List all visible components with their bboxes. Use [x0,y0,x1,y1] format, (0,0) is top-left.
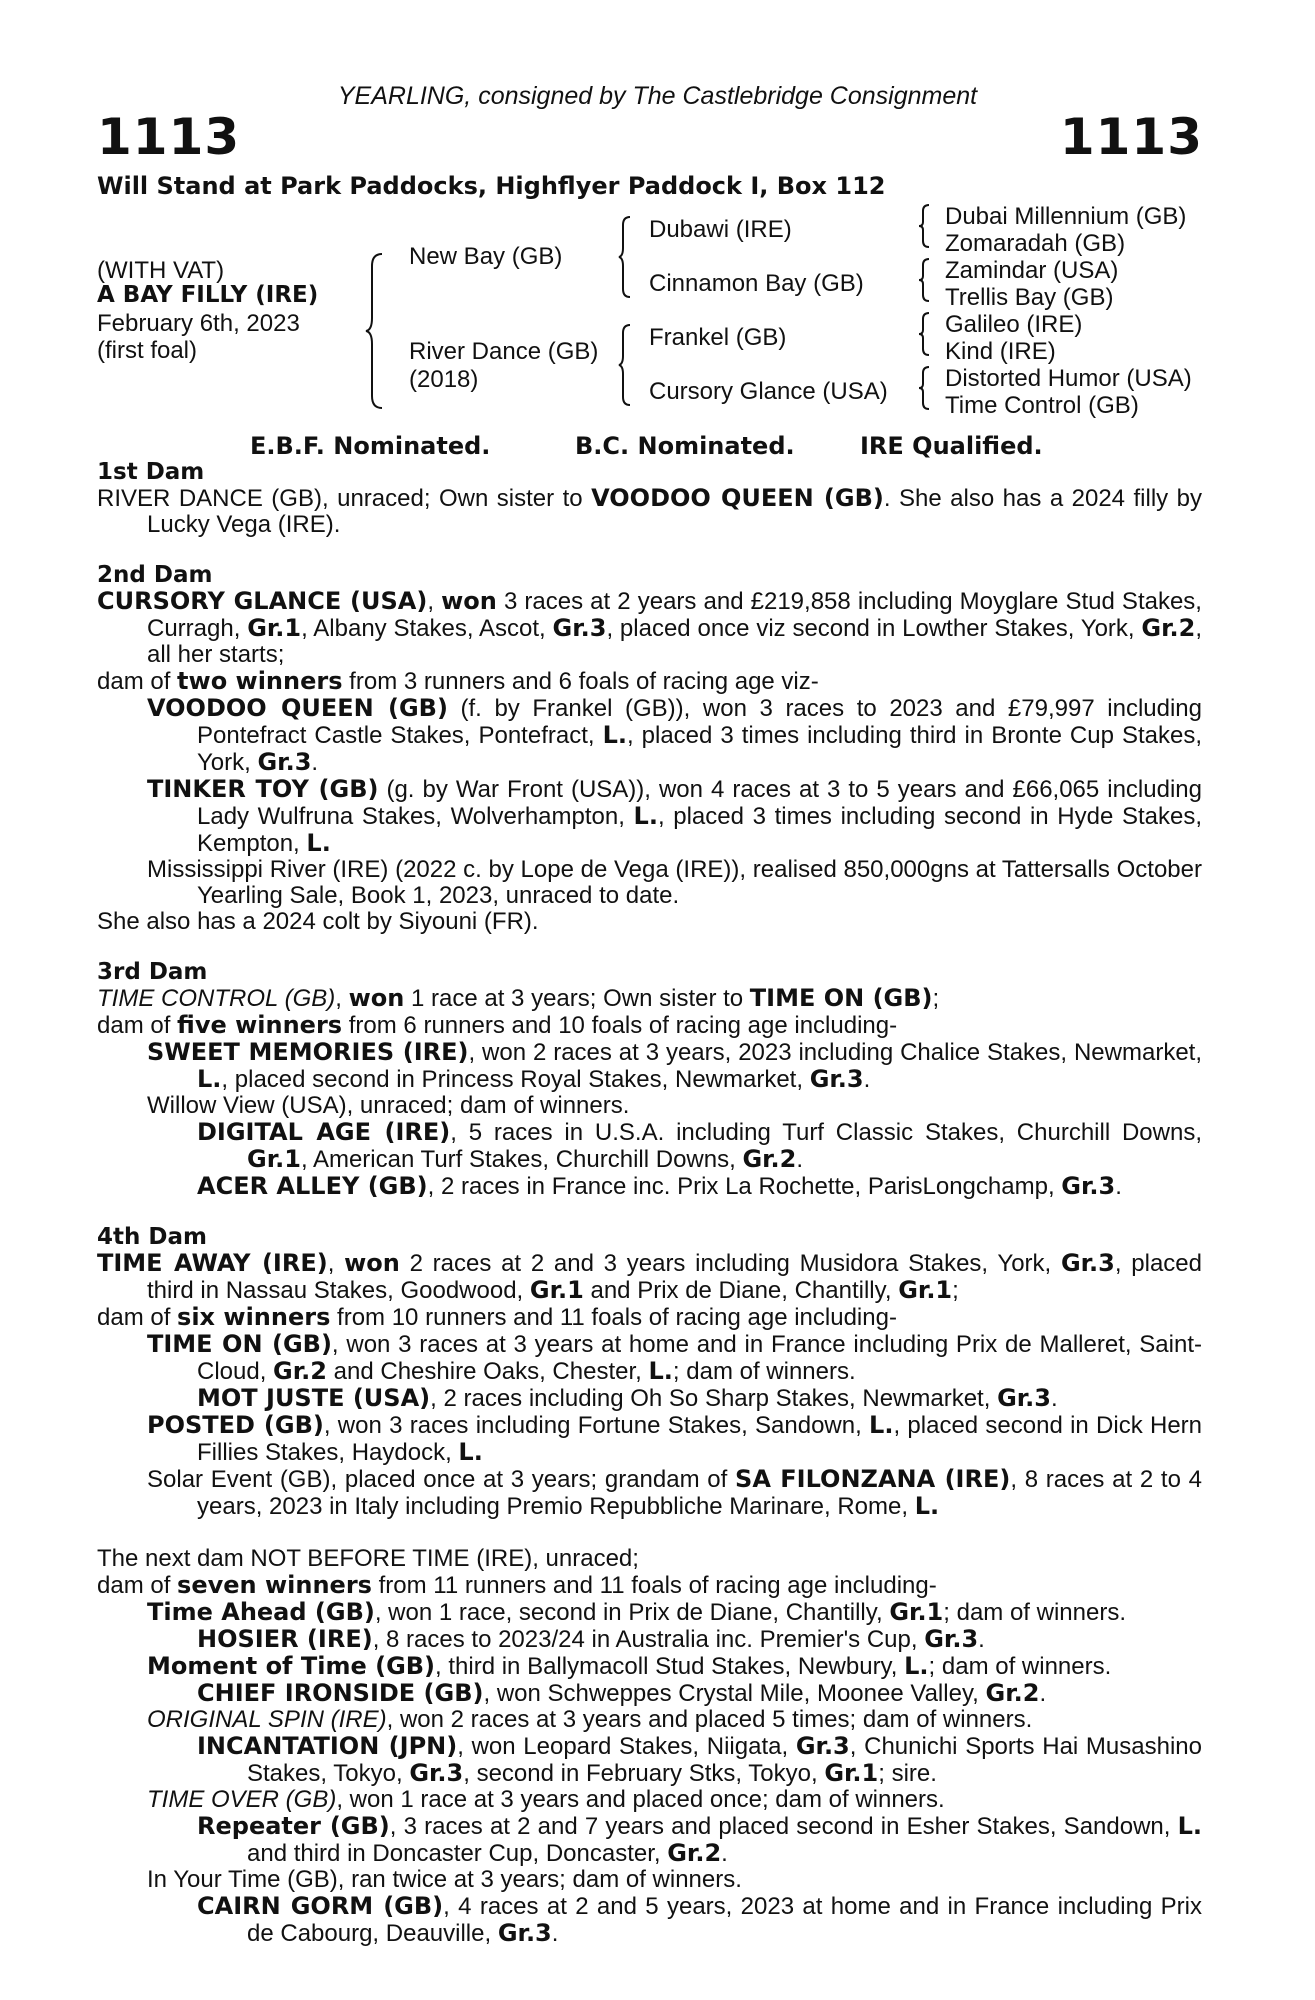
ggp-sdd: Trellis Bay (GB) [945,284,1114,311]
first-dam-entry: RIVER DANCE (GB), unraced; Own sister to VOODOO QUEEN (GB). She also has a 2024 filly by Lucky Vega (IRE). [97,484,1202,538]
ggp-ddd: Time Control (GB) [945,392,1139,419]
lot-number-right: 1113 [1059,108,1203,166]
foal-note: (first foal) [97,337,198,364]
bc-nomination: B.C. Nominated. [575,432,795,460]
produce-willow-view: Willow View (USA), unraced; dam of winners. [147,1092,630,1119]
fourth-dam-produce-summary: dam of six winners from 10 runners and 11 foals of racing age including- [97,1303,897,1331]
consignment-line: YEARLING, consigned by The Castlebridge Consignment [337,82,978,110]
pedigree-brace-dam [617,323,633,407]
next-dam-produce-summary: dam of seven winners from 11 runners and 11 foals of racing age including- [97,1571,937,1599]
produce-time-over: TIME OVER (GB), won 1 race at 3 years and placed once; dam of winners. [147,1786,945,1813]
second-dam-heading: 2nd Dam [97,562,213,588]
produce-solar-event: Solar Event (GB), placed once at 3 years; grandam of SA FILONZANA (IRE), 8 races at 2 to 4 years, 2023 in Italy including Premio Repubbliche Marinare, Rome, L. [147,1465,1202,1520]
produce-posted: POSTED (GB), won 3 races including Fortune Stakes, Sandown, L., placed second in Dick Hern Fillies Stakes, Haydock, L. [147,1411,1202,1466]
dam-dam: Cursory Glance (USA) [649,378,888,405]
ire-qualified: IRE Qualified. [860,432,1043,460]
third-dam-produce-summary: dam of five winners from 6 runners and 10 foals of racing age including- [97,1011,898,1039]
produce-moment-of-time: Moment of Time (GB), third in Ballymacoll Stud Stakes, Newbury, L.; dam of winners. [147,1652,1112,1680]
ggp-sss: Dubai Millennium (GB) [945,203,1187,230]
vat-note: (WITH VAT) [97,257,225,284]
ggp-dsd: Kind (IRE) [945,338,1056,365]
pedigree-brace-sire [617,215,633,299]
pedigree-brace-sd [917,257,931,303]
produce-acer-alley: ACER ALLEY (GB), 2 races in France inc. Prix La Rochette, ParisLongchamp, Gr.3. [197,1172,1122,1200]
dam-sire: Frankel (GB) [649,324,787,351]
foaling-date: February 6th, 2023 [97,310,300,337]
sire-dam: Cinnamon Bay (GB) [649,270,864,297]
produce-mississippi-river: Mississippi River (IRE) (2022 c. by Lope de Vega (IRE)), realised 850,000gns at Tattersalls October Yearling Sale, Book 1, 2023, unraced to date. [147,856,1202,909]
ggp-dds: Distorted Humor (USA) [945,365,1192,392]
produce-original-spin: ORIGINAL SPIN (IRE), won 2 races at 3 years and placed 5 times; dam of winners. [147,1706,1033,1733]
next-dam-intro: The next dam NOT BEFORE TIME (IRE), unraced; [97,1545,639,1572]
horse-name: A BAY FILLY (IRE) [97,282,319,308]
pedigree-brace-dd [917,365,931,411]
dam-name: River Dance (GB) [409,338,599,365]
produce-voodoo-queen: VOODOO QUEEN (GB) (f. by Frankel (GB)), won 3 races to 2023 and £79,997 including Pontefract Castle Stakes, Pontefract, L., placed 3 times including third in Bronte Cup Stakes, York, Gr.3. [147,694,1203,776]
sire-name: New Bay (GB) [409,243,563,270]
produce-tinker-toy: TINKER TOY (GB) (g. by War Front (USA)), won 4 races at 3 to 5 years and £66,065 including Lady Wulfruna Stakes, Wolverhampton, L., placed 3 times including second in Hyde Stakes, Kempton, L. [147,775,1202,857]
produce-chief-ironside: CHIEF IRONSIDE (GB), won Schweppes Crystal Mile, Moonee Valley, Gr.2. [197,1679,1047,1707]
produce-hosier: HOSIER (IRE), 8 races to 2023/24 in Australia inc. Premier's Cup, Gr.3. [197,1625,985,1653]
second-dam-entry: CURSORY GLANCE (USA), won 3 races at 2 years and £219,858 including Moyglare Stud Stakes, Curragh, Gr.1, Albany Stakes, Ascot, Gr.3, placed once viz second in Lowther Stakes, York, Gr.2, all her starts; [97,587,1202,668]
produce-time-on: TIME ON (GB), won 3 races at 3 years at home and in France including Prix de Malleret, Saint-Cloud, Gr.2 and Cheshire Oaks, Chester, L.; dam of winners. [147,1330,1202,1385]
fourth-dam-entry: TIME AWAY (IRE), won 2 races at 2 and 3 years including Musidora Stakes, York, Gr.3, placed third in Nassau Stakes, Goodwood, Gr.1 and Prix de Diane, Chantilly, Gr.1; [97,1249,1202,1304]
lot-number-left: 1113 [97,108,241,166]
produce-mot-juste: MOT JUSTE (USA), 2 races including Oh So Sharp Stakes, Newmarket, Gr.3. [197,1384,1058,1412]
pedigree-brace-ds [917,311,931,357]
second-dam-also: She also has a 2024 colt by Siyouni (FR). [97,908,539,935]
pedigree-brace-main [364,252,386,410]
third-dam-heading: 3rd Dam [97,959,208,985]
produce-sweet-memories: SWEET MEMORIES (IRE), won 2 races at 3 years, 2023 including Chalice Stakes, Newmarket, L., placed second in Princess Royal Stakes, Newmarket, Gr.3. [147,1038,1202,1093]
sire-sire: Dubawi (IRE) [649,216,792,243]
produce-in-your-time: In Your Time (GB), ran twice at 3 years; dam of winners. [147,1866,742,1893]
catalogue-body [97,459,1202,1947]
produce-incantation: INCANTATION (JPN), won Leopard Stakes, Niigata, Gr.3, Chunichi Sports Hai Musashino Stakes, Tokyo, Gr.3, second in February Stks, Tokyo, Gr.1; sire. [197,1732,1202,1787]
ebf-nomination: E.B.F. Nominated. [250,432,491,460]
second-dam-produce-summary: dam of two winners from 3 runners and 6 foals of racing age viz- [97,667,819,695]
ggp-dss: Galileo (IRE) [945,311,1083,338]
first-dam-heading: 1st Dam [97,459,205,485]
produce-cairn-gorm: CAIRN GORM (GB), 4 races at 2 and 5 years, 2023 at home and in France including Prix de Cabourg, Deauville, Gr.3. [197,1892,1202,1947]
produce-repeater: Repeater (GB), 3 races at 2 and 7 years and placed second in Esher Stakes, Sandown, L. and third in Doncaster Cup, Doncaster, Gr.2. [197,1812,1203,1867]
produce-digital-age: DIGITAL AGE (IRE), 5 races in U.S.A. including Turf Classic Stakes, Churchill Downs, Gr.1, American Turf Stakes, Churchill Downs, Gr.2. [197,1118,1203,1173]
fourth-dam-heading: 4th Dam [97,1224,207,1250]
pedigree-brace-ss [917,203,931,249]
produce-time-ahead: Time Ahead (GB), won 1 race, second in Prix de Diane, Chantilly, Gr.1; dam of winners. [147,1598,1127,1626]
third-dam-entry: TIME CONTROL (GB), won 1 race at 3 years; Own sister to TIME ON (GB); [97,984,940,1012]
stand-location: Will Stand at Park Paddocks, Highflyer Paddock I, Box 112 [97,172,886,200]
dam-year: (2018) [409,366,479,393]
ggp-sds: Zamindar (USA) [945,257,1119,284]
ggp-ssd: Zomaradah (GB) [945,230,1126,257]
